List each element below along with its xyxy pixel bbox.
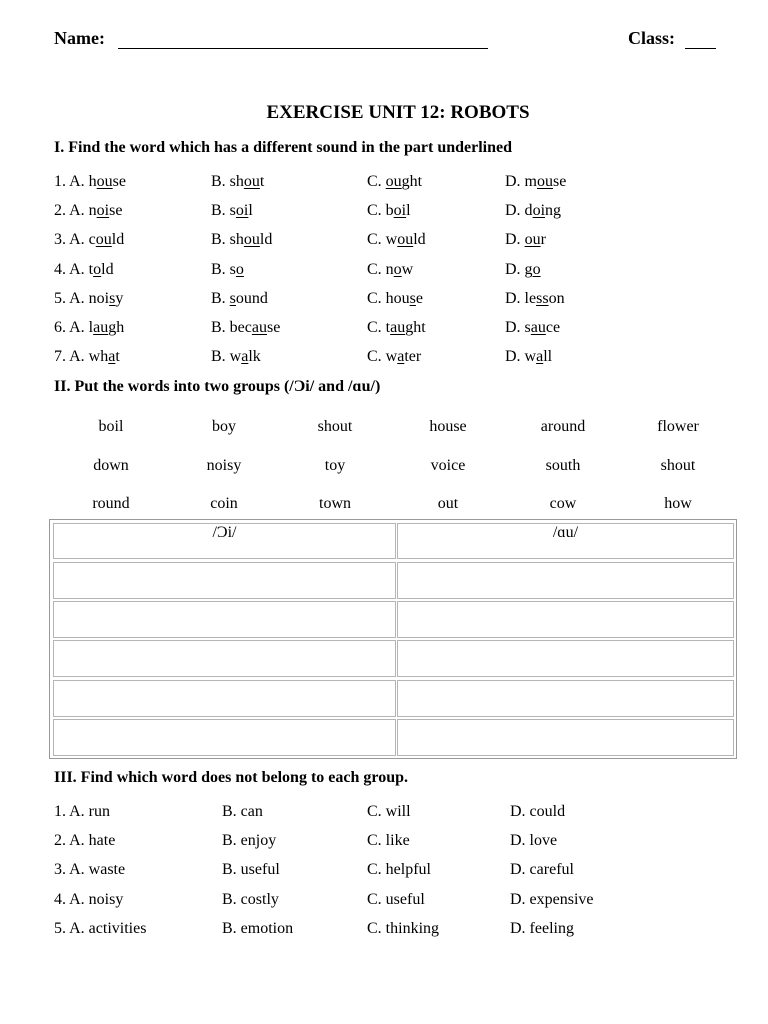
answer-option[interactable]: 4. A. told [54,260,114,278]
question-row [54,832,714,854]
answer-option[interactable]: C. will [367,803,411,820]
answer-option[interactable]: B. can [222,803,263,820]
answer-option[interactable]: 6. A. laugh [54,319,125,336]
oi-answer-cell[interactable] [53,562,396,599]
answer-option[interactable]: 2. A. hate [54,832,116,850]
section-2-title: II. Put the words into two groups (/Ɔi/ and /ɑu/) [54,378,381,395]
word-item: cow [549,495,577,512]
word-item: how [664,495,692,512]
oi-answer-cell[interactable] [53,640,396,677]
table-header-oi [53,523,396,559]
answer-option[interactable]: 1. A. run [54,803,110,820]
answer-option[interactable]: C. useful [367,890,425,908]
question-row [54,348,714,370]
answer-option[interactable]: D. careful [510,861,574,879]
au-answer-cell[interactable] [397,601,734,638]
word-item: shout [317,418,353,435]
question-row [54,290,714,312]
page-title: EXERCISE UNIT 12: ROBOTS [266,102,530,123]
answer-option[interactable]: 5. A. activities [54,919,147,937]
sound-group-table [49,519,737,759]
class-label: Class: [628,28,676,48]
answer-option[interactable]: 4. A. noisy [54,890,124,908]
word-item: out [437,495,459,512]
question-row [54,261,714,283]
table-header-au-label: /ɑu/ [552,524,579,541]
word-item: voice [430,456,466,474]
answer-option[interactable]: C. ought [367,173,423,190]
answer-option[interactable]: C. now [367,260,414,278]
word-item: town [319,495,351,512]
table-header-au [397,523,734,559]
answer-option[interactable]: C. helpful [367,861,431,879]
word-item: down [93,456,129,474]
word-item: toy [324,456,346,474]
section-3-title: III. Find which word does not belong to each group. [54,769,408,786]
answer-option[interactable]: B. costly [222,890,279,908]
name-field[interactable] [118,48,488,49]
answer-option[interactable]: C. would [367,231,426,249]
answer-option[interactable]: B. shout [211,173,265,190]
answer-option[interactable]: D. mouse [505,173,567,190]
table-header-oi-label: /Ɔi/ [212,524,237,541]
answer-option[interactable]: D. expensive [510,890,594,908]
answer-option[interactable]: B. walk [211,348,261,366]
answer-option[interactable]: B. soil [211,202,253,220]
answer-option[interactable]: C. boil [367,202,411,220]
word-item: house [429,418,467,435]
class-field[interactable] [685,48,716,49]
au-answer-cell[interactable] [397,562,734,599]
question-row [54,861,714,883]
answer-option[interactable]: 5. A. noisy [54,289,124,307]
answer-option[interactable]: C. house [367,289,424,307]
answer-option[interactable]: B. so [211,260,244,278]
answer-option[interactable]: C. thinking [367,919,440,937]
answer-option[interactable]: D. lesson [505,289,565,307]
answer-option[interactable]: D. sauce [505,319,561,336]
question-row [54,173,714,195]
answer-option[interactable]: D. go [505,260,541,278]
word-item: flower [657,418,699,435]
answer-option[interactable]: D. doing [505,202,562,220]
word-item: noisy [206,456,242,474]
word-item: south [545,456,581,474]
au-answer-cell[interactable] [397,640,734,677]
answer-option[interactable]: D. wall [505,348,553,366]
answer-option[interactable]: B. sound [211,289,268,307]
question-row [54,891,714,913]
answer-option[interactable]: D. our [505,231,546,249]
word-item: around [540,418,586,435]
answer-option[interactable]: 1. A. house [54,173,126,190]
answer-option[interactable]: 2. A. noise [54,202,123,220]
answer-option[interactable]: B. enjoy [222,832,277,850]
answer-option[interactable]: B. because [211,319,281,336]
answer-option[interactable]: C. like [367,832,410,850]
section-1-title: I. Find the word which has a different sound in the part underlined [54,139,512,156]
question-row [54,202,714,224]
question-row [54,319,714,341]
word-item: boy [212,418,236,435]
answer-option[interactable]: B. useful [222,861,280,879]
word-item: coin [210,495,238,512]
answer-option[interactable]: C. water [367,348,422,366]
answer-option[interactable]: B. emotion [222,919,294,937]
answer-option[interactable]: 3. A. waste [54,861,126,879]
answer-option[interactable]: D. love [510,832,558,850]
answer-option[interactable]: 3. A. could [54,231,125,249]
oi-answer-cell[interactable] [53,601,396,638]
answer-option[interactable]: C. taught [367,319,426,336]
word-item: round [92,495,130,512]
name-label: Name: [54,28,105,48]
word-item: shout [660,456,696,474]
oi-answer-cell[interactable] [53,719,396,756]
au-answer-cell[interactable] [397,680,734,717]
answer-option[interactable]: D. feeling [510,919,574,937]
question-row [54,920,714,942]
answer-option[interactable]: 7. A. what [54,348,120,366]
au-answer-cell[interactable] [397,719,734,756]
question-row [54,803,714,825]
answer-option[interactable]: D. could [510,803,566,820]
header [54,28,716,54]
answer-option[interactable]: B. should [211,231,273,249]
question-row [54,231,714,253]
oi-answer-cell[interactable] [53,680,396,717]
word-item: boil [98,418,124,435]
